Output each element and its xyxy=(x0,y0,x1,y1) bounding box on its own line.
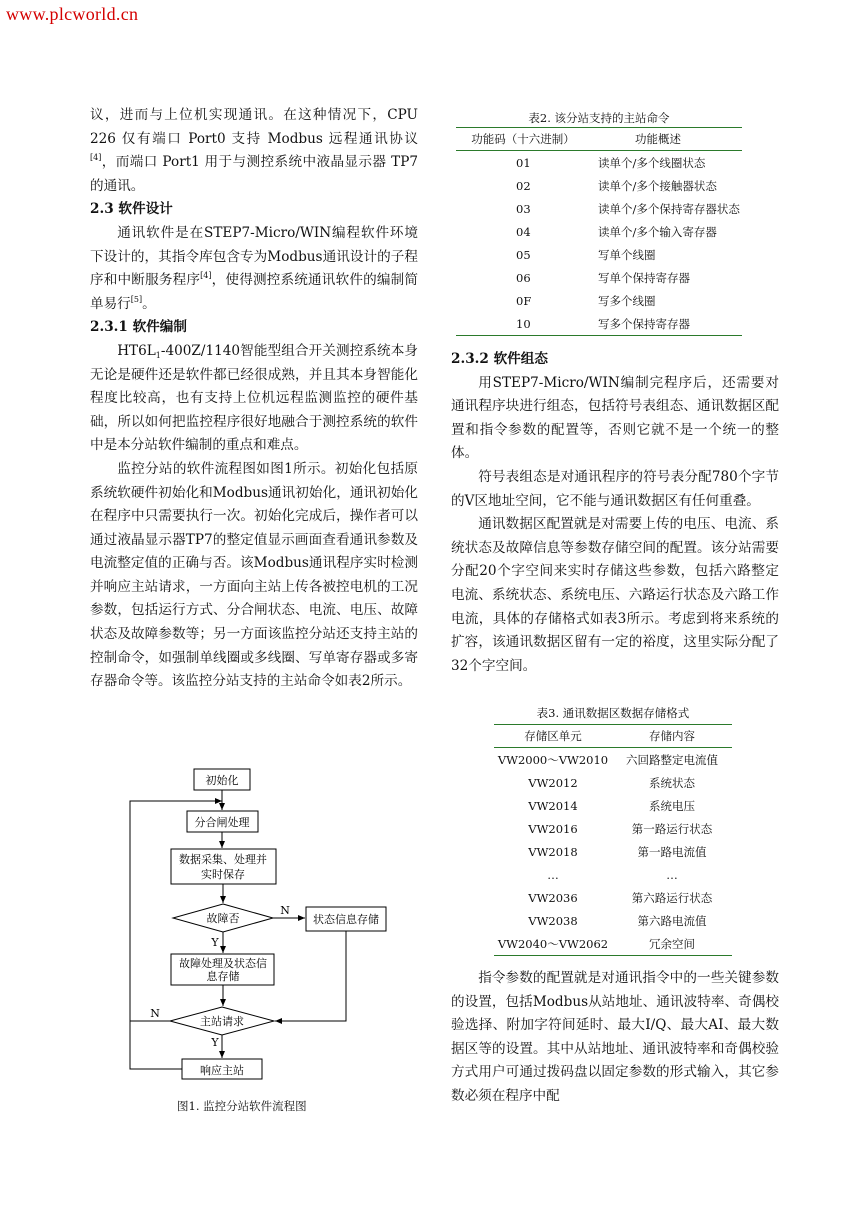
table-row xyxy=(456,197,742,220)
table-cell: VW2014 xyxy=(528,798,578,813)
table-header: 存储内容 xyxy=(612,725,732,748)
table-cell: … xyxy=(666,867,678,882)
right-column-bottom xyxy=(451,967,779,1109)
section-heading-2-3-1: 2.3.1 软件编制 xyxy=(90,319,187,336)
yes-label: Y xyxy=(211,1036,219,1049)
table-row xyxy=(456,266,742,289)
paragraph: 指令参数的配置就是对通讯指令中的一些关键参数的设置，包括Modbus从站地址、通讯波特率、奇偶校验选择、附加字符间延时、最大I/Q、最大AI、最大数据区等的设置。其中从站地址、通讯波特率和奇偶校验方式用户可通过拨码盘以固定参数的形式输入，其它参数必须在程序中配 xyxy=(451,970,779,1104)
paragraph: 监控分站的软件流程图如图1所示。初始化包括原系统软硬件初始化和Modbus通讯初始化，通讯初始化在程序中只需要执行一次。初始化完成后，操作者可以通过液晶显示器TP7的整定值显示画面查看通讯参数及电流整定值的正确与否。该Modbus通讯程序实时检测并响应主站请求，一方面向主站上传各被控电机的工况参数，包括运行方式、分合闸状态、电流、电压、故障状态及故障参数等；另一方面该监控分站还支持主站的控制命令，如强制单线圈或多线圈、写单寄存器或多寄存器命令等。该监控分站支持的主站命令如表2所示。 xyxy=(90,460,418,690)
table-row xyxy=(456,243,742,266)
table-cell: VW2036 xyxy=(528,890,578,905)
table-cell: 03 xyxy=(516,201,531,216)
table3-caption: 表3. 通讯数据区数据存储格式 xyxy=(536,706,690,720)
watermark: www.plcworld.cn xyxy=(6,4,139,24)
table-cell: 读单个/多个线圈状态 xyxy=(598,155,706,170)
table-cell: 第一路电流值 xyxy=(637,844,707,859)
paragraph: 用STEP7-Micro/WIN编制完程序后，还需要对通讯程序块进行组态，包括符号表组态、通讯数据区配置和指令参数的配置等，否则它就不是一个统一的整体。 xyxy=(451,374,779,462)
table-cell: 0F xyxy=(516,293,532,308)
table-cell: VW2012 xyxy=(528,775,578,790)
right-column-top xyxy=(451,348,779,678)
table-cell: 冗余空间 xyxy=(649,936,695,951)
yes-label: Y xyxy=(211,936,219,949)
fault-proc-label-2: 息存储 xyxy=(206,970,240,983)
table-cell: VW2038 xyxy=(528,913,578,928)
no-label: N xyxy=(150,1007,160,1020)
table-row xyxy=(456,174,742,197)
no-label: N xyxy=(280,904,290,917)
table-cell: 写单个线圈 xyxy=(598,247,656,262)
table-cell: 第一路运行状态 xyxy=(631,821,713,836)
table-row xyxy=(494,909,732,932)
table-row xyxy=(494,886,732,909)
table-row xyxy=(494,794,732,817)
table-header: 存储区单元 xyxy=(494,725,612,748)
table-row xyxy=(494,863,732,886)
table-cell: 读单个/多个输入寄存器 xyxy=(598,224,717,239)
table-cell: VW2018 xyxy=(528,844,578,859)
table-cell: VW2000～VW2010 xyxy=(497,752,609,767)
collect-label-1: 数据采集、处理并 xyxy=(179,853,267,866)
table-cell: 读单个/多个保持寄存器状态 xyxy=(598,201,740,216)
table-header: 功能概述 xyxy=(590,128,742,151)
paragraph: 符号表组态是对通讯程序的符号表分配780个字节的V区地址空间，它不能与通讯数据区有任何重叠。 xyxy=(451,468,779,509)
table-row xyxy=(456,312,742,336)
fault-question-label: 故障否 xyxy=(206,912,240,925)
master-question-label: 主站请求 xyxy=(200,1015,244,1028)
table-cell: 10 xyxy=(516,316,531,331)
table-cell: 05 xyxy=(516,247,531,262)
table-cell: 读单个/多个接触器状态 xyxy=(598,178,717,193)
table-cell: 写单个保持寄存器 xyxy=(598,270,690,285)
switch-label: 分合闸处理 xyxy=(194,816,250,829)
table-cell: VW2016 xyxy=(528,821,578,836)
table-row xyxy=(494,748,732,772)
table-cell: 第六路电流值 xyxy=(637,913,707,928)
section-heading-2-3-2: 2.3.2 软件组态 xyxy=(451,351,548,367)
table3 xyxy=(494,724,732,956)
table-row xyxy=(494,771,732,794)
section-heading-2-3: 2.3 软件设计 xyxy=(90,201,173,218)
table-row xyxy=(494,817,732,840)
table-cell: 系统电压 xyxy=(649,798,695,813)
init-label: 初始化 xyxy=(205,774,239,787)
table-cell: 系统状态 xyxy=(649,775,695,790)
state-store-label: 状态信息存储 xyxy=(313,913,379,926)
table-row xyxy=(456,151,742,175)
table-cell: 04 xyxy=(516,224,531,239)
table-cell: 写多个线圈 xyxy=(598,293,656,308)
respond-label: 响应主站 xyxy=(200,1064,244,1077)
table-cell: … xyxy=(547,867,559,882)
table-cell: 01 xyxy=(516,155,531,170)
figure-caption: 图1. 监控分站软件流程图 xyxy=(177,1099,307,1113)
left-column xyxy=(90,104,418,694)
table-cell: 六回路整定电流值 xyxy=(626,752,718,767)
table-cell: 06 xyxy=(516,270,531,285)
table-row xyxy=(494,932,732,956)
table-cell: 写多个保持寄存器 xyxy=(598,316,690,331)
table-cell: 02 xyxy=(516,178,531,193)
fault-proc-label-1: 故障处理及状态信 xyxy=(179,957,267,970)
table-header: 功能码（十六进制） xyxy=(456,128,590,151)
table2-caption: 表2. 该分站支持的主站命令 xyxy=(528,111,670,125)
collect-label-2: 实时保存 xyxy=(201,868,245,881)
table-row xyxy=(456,289,742,312)
paragraph: 通讯软件是在STEP7-Micro/WIN编程软件环境下设计的，其指令库包含专为Modbus通讯设计的子程序和中断服务程序[4]，使得测控系统通讯软件的编制简单易行[5]。 xyxy=(90,224,418,312)
paragraph: 通讯数据区配置就是对需要上传的电压、电流、系统状态及故障信息等参数存储空间的配置。该分站需要分配20个字空间来实时存储这些参数，包括六路整定电流、系统状态、系统电压、六路运行状态及六路工作电流，具体的存储格式如表3所示。考虑到将来系统的扩容，该通讯数据区留有一定的裕度，这里实际分配了32个字空间。 xyxy=(451,516,779,674)
paragraph: 议，进而与上位机实现通讯。在这种情况下，CPU 226 仅有端口 Port0 支持 Modbus 远程通讯协议[4]，而端口 Port1 用于与测控系统中液晶显示器 TP7 的通讯。 xyxy=(90,107,418,194)
table2 xyxy=(456,127,742,336)
table-row xyxy=(494,840,732,863)
table-cell: 第六路运行状态 xyxy=(631,890,713,905)
flowchart xyxy=(125,760,415,1090)
table-row xyxy=(456,220,742,243)
paragraph: $HT6L_1-400Z/1140$智能型组合开关测控系统本身无论是硬件还是软件都已经很成熟，并且其本身智能化程度比较高，也有支持上位机远程监测监控的硬件基础，所以如何把监控程序很好地融合于测控系统的软件中是本分站软件编制的重点和难点。 xyxy=(90,342,418,454)
table-cell: VW2040～VW2062 xyxy=(497,936,609,951)
